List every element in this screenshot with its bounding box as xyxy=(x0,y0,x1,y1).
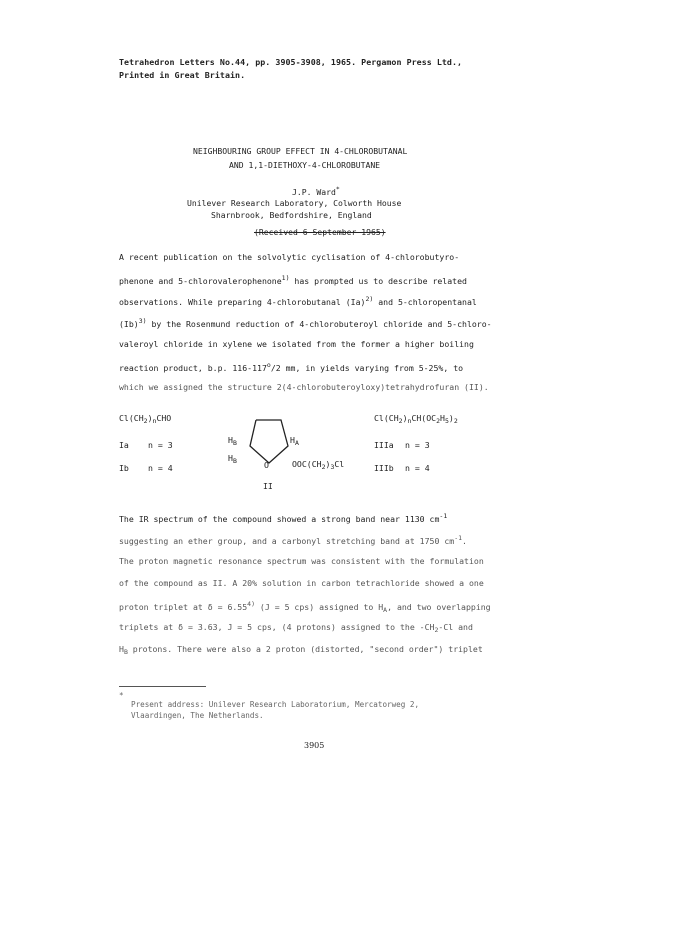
para2-line2: suggesting an ether group, and a carbonyl stretching band at 1750 $cm^{-1}$. xyxy=(119,534,467,546)
compound-IIIb-n: n = 4 xyxy=(405,463,430,473)
para2-line3: The proton magnetic resonance spectrum was consistent with the formulation xyxy=(119,556,484,566)
ring-hb-top: $H_B$ xyxy=(228,435,237,447)
para1-line2: phenone and 5-chlorovalerophenone$^{1)}$ has prompted us to describe related xyxy=(119,274,467,286)
para2-line7: $H_B$ protons. There were also a 2 proton (distorted, "second order") triplet xyxy=(119,644,483,656)
para1-line7: which we assigned the structure 2(4-chlorobuteroyloxy)tetrahydrofuran (II). xyxy=(119,382,489,392)
structure-II-label: II xyxy=(263,481,273,491)
para1-line3: observations. While preparing 4-chlorobutanal $(Ia)^{2)}$ and 5-chloropentanal xyxy=(119,295,477,307)
ring-ester-substituent: $OOC(CH_2)_3Cl$ xyxy=(292,459,345,471)
compound-Ib-n: n = 4 xyxy=(148,463,173,473)
compound-Ib-label: Ib xyxy=(119,463,129,473)
article-title-line2: AND 1,1-DIETHOXY-4-CHLOROBUTANE xyxy=(229,160,381,170)
compound-IIIb-label: IIIb xyxy=(374,463,394,473)
author-name: J.P. Ward* xyxy=(292,185,340,197)
author-footnote-marker: * xyxy=(335,185,340,193)
para1-line4: $(Ib)^{3)}$ by the Rosenmund reduction of 4-chlorobuteroyl chloride and 5-chloro- xyxy=(119,317,492,329)
para1-line6: reaction product, b.p. 116-117$^o$/2 mm, in yields varying from 5-25%, to xyxy=(119,361,464,373)
footnote-marker: * xyxy=(119,691,124,700)
para2-line5: proton triplet at $\delta = 6.55^{4)}$ (J = 5 cps) assigned to $H_A$, and two overlapping xyxy=(119,600,491,614)
ring-oxygen: O xyxy=(264,460,269,470)
affiliation-line1: Unilever Research Laboratory, Colworth House xyxy=(187,198,402,208)
compound-Ia-label: Ia xyxy=(119,440,129,450)
footnote-rule xyxy=(119,686,206,687)
formula-III: $Cl(CH_2)_nCH(OC_2H_5)_2$ xyxy=(374,413,458,425)
footnote-line2: Vlaardingen, The Netherlands. xyxy=(131,711,264,720)
received-date: (Received 6 September 1965) xyxy=(254,227,386,237)
footnote-line1: Present address: Unilever Research Laboratorium, Mercatorweg 2, xyxy=(131,700,420,709)
printed-note: Printed in Great Britain. xyxy=(119,70,246,80)
ring-hb-bottom: $H_B$ xyxy=(228,453,237,465)
affiliation-line2: Sharnbrook, Bedfordshire, England xyxy=(211,210,372,220)
compound-IIIa-label: IIIa xyxy=(374,440,394,450)
para1-line1: A recent publication on the solvolytic cyclisation of 4-chlorobutyro- xyxy=(119,252,460,262)
compound-IIIa-n: n = 3 xyxy=(405,440,430,450)
tetrahydrofuran-ring-drawing xyxy=(244,418,294,468)
journal-citation: Tetrahedron Letters No.44, pp. 3905-3908, 1965. Pergamon Press Ltd., xyxy=(119,57,463,67)
para2-line4: of the compound as II. A 20% solution in carbon tetrachloride showed a one xyxy=(119,578,484,588)
formula-I: $Cl(CH_2)_nCHO$ xyxy=(119,413,172,425)
para2-line6: triplets at δ = 3.63, J = 5 cps, (4 protons) assigned to the $-CH_2-Cl$ and xyxy=(119,622,473,634)
para2-line1: The IR spectrum of the compound showed a strong band near 1130 $cm^{-1}$ xyxy=(119,512,448,524)
ring-ha: $H_A$ xyxy=(290,435,299,447)
article-title-line1: NEIGHBOURING GROUP EFFECT IN 4-CHLOROBUTANAL xyxy=(193,146,408,156)
compound-Ia-n: n = 3 xyxy=(148,440,173,450)
para1-line5: valeroyl chloride in xylene we isolated from the former a higher boiling xyxy=(119,339,474,349)
page-number: 3905 xyxy=(304,741,325,750)
